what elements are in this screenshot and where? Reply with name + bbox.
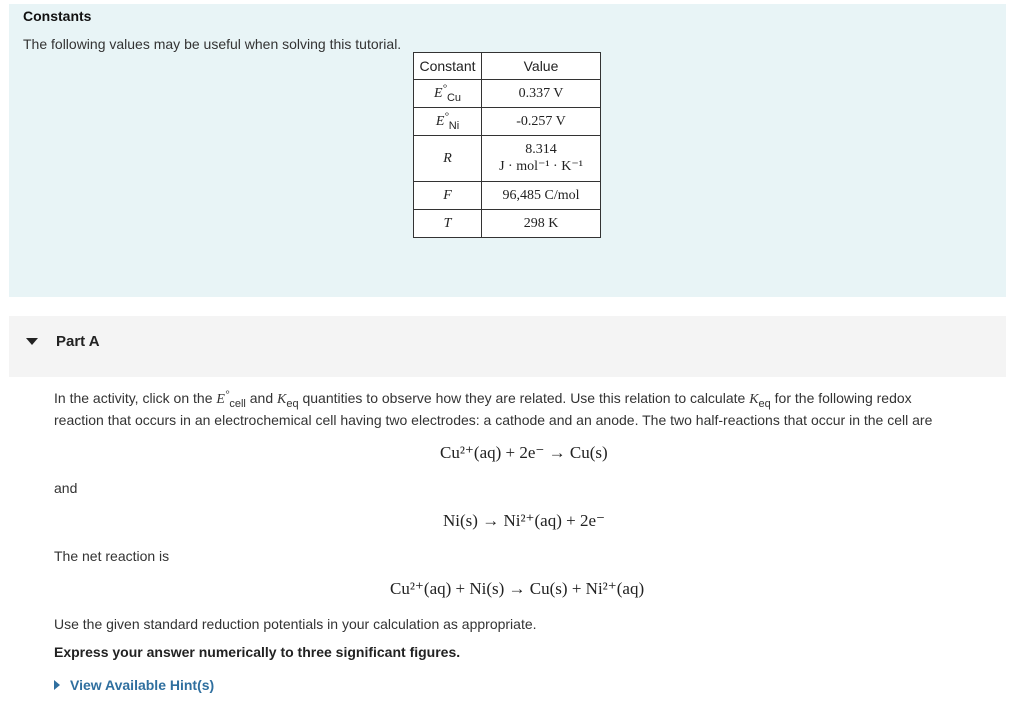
table-row [414,182,601,210]
constant-f: F [414,182,482,210]
constant-r: R [414,136,482,182]
half-reaction-oxidation: Ni(s) → Ni²⁺(aq) + 2e⁻ [443,511,605,530]
constant-e-ni: $E^\circ_{Ni}$ [414,108,482,136]
net-reaction: Cu²⁺(aq) + Ni(s) → Cu(s) + Ni²⁺(aq) [390,579,645,598]
value-r-units: J · mol⁻¹ · K⁻¹ [499,159,583,174]
k-eq-quantity[interactable]: $K_{eq}$ [277,392,299,410]
constants-panel [9,4,1006,297]
instruction-line-1: In the activity, click on the $E^\circ_{cell}$ and $K_{eq}$ quantities to observe how they are related. Use this relation to calculate $K_{eq}$ for the following redox [54,388,912,410]
column-header-constant: Constant [414,53,482,80]
constants-intro: The following values may be useful when solving this tutorial. [23,36,402,52]
k-eq-inline: $K_{eq}$ [749,392,771,410]
value-e-cu: 0.337 V [482,80,601,108]
constants-title: Constants [23,8,92,24]
value-t: 298 K [482,210,601,238]
expand-triangle-icon [54,680,60,690]
half-reaction-reduction: Cu²⁺(aq) + 2e⁻ → Cu(s) [440,443,608,462]
constant-e-cu: $E^\circ_{Cu}$ [414,80,482,108]
constants-table [413,52,601,238]
value-r [482,136,601,182]
and-text: and [54,480,78,496]
view-hints-link[interactable]: View Available Hint(s) [54,677,214,693]
part-a-header[interactable] [9,316,1006,377]
express-answer-text: Express your answer numerically to three significant figures. [54,644,461,660]
use-potentials-text: Use the given standard reduction potentials in your calculation as appropriate. [54,616,537,632]
column-header-value: Value [482,53,601,80]
table-row [414,80,601,108]
table-header-row [414,53,601,80]
instruction-line-2: reaction that occurs in an electrochemical cell having two electrodes: a cathode and an anode. The two half-reactions that occur in the cell are [54,412,933,428]
part-a-title: Part A [56,333,100,350]
value-r-number: 8.314 [525,142,557,157]
collapse-caret-icon[interactable] [26,338,38,345]
value-f: 96,485 C/mol [482,182,601,210]
table-row [414,210,601,238]
value-e-ni: -0.257 V [482,108,601,136]
constant-t: T [414,210,482,238]
table-row [414,108,601,136]
table-row [414,136,601,182]
net-reaction-label: The net reaction is [54,548,170,564]
e-cell-quantity[interactable]: $E^\circ_{cell}$ [216,388,246,410]
